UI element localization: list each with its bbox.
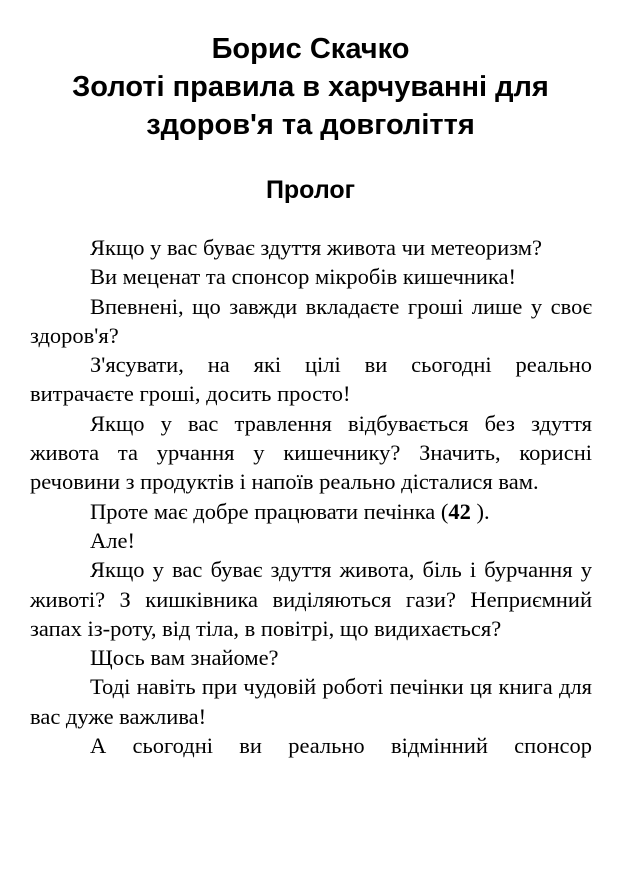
paragraph-text: ). (470, 498, 490, 524)
paragraph-text: Проте має добре працювати печінка ( (90, 498, 449, 524)
paragraph: Але! (90, 527, 135, 553)
paragraph: Якщо у вас буває здуття живота, біль і бурчання у животі? З кишківника виділяються гази? Неприємний запах із-роту, від тіла, в повітрі, що видихається? (30, 557, 592, 641)
author-name: Борис Скачко (211, 33, 410, 65)
paragraph: Якщо у вас буває здуття живота чи метеоризм? (90, 235, 542, 260)
book-title-line-2: здоров'я та довголіття (146, 109, 475, 141)
paragraph: Впевнені, що завжди вкладаєте гроші лише у своє здоров'я? (30, 293, 592, 348)
paragraph-with-reference (30, 497, 592, 526)
paragraph-continued: А сьогодні ви реально відмінний спонсор (90, 733, 592, 759)
paragraph: Якщо у вас травлення відбувається без здуття живота та урчання у кишечнику? Значить, корисні речовини з продуктів і напоїв реально дісталися вам. (30, 410, 592, 495)
paragraph: Тоді навіть при чудовій роботі печінки ця книга для вас дуже важлива! (30, 674, 592, 729)
paragraph: З'ясувати, на які цілі ви сьогодні реально витрачаєте гроші, досить просто! (30, 352, 592, 407)
section-heading: Пролог (265, 176, 356, 204)
book-title-line-1: Золоті правила в харчуванні для (72, 71, 549, 103)
book-title-block (0, 30, 621, 144)
paragraph: Щось вам знайоме? (90, 645, 279, 671)
paragraph: Ви меценат та спонсор мікробів кишечника! (90, 264, 517, 290)
reference-number: 42 (448, 498, 471, 524)
body-text (30, 233, 592, 760)
